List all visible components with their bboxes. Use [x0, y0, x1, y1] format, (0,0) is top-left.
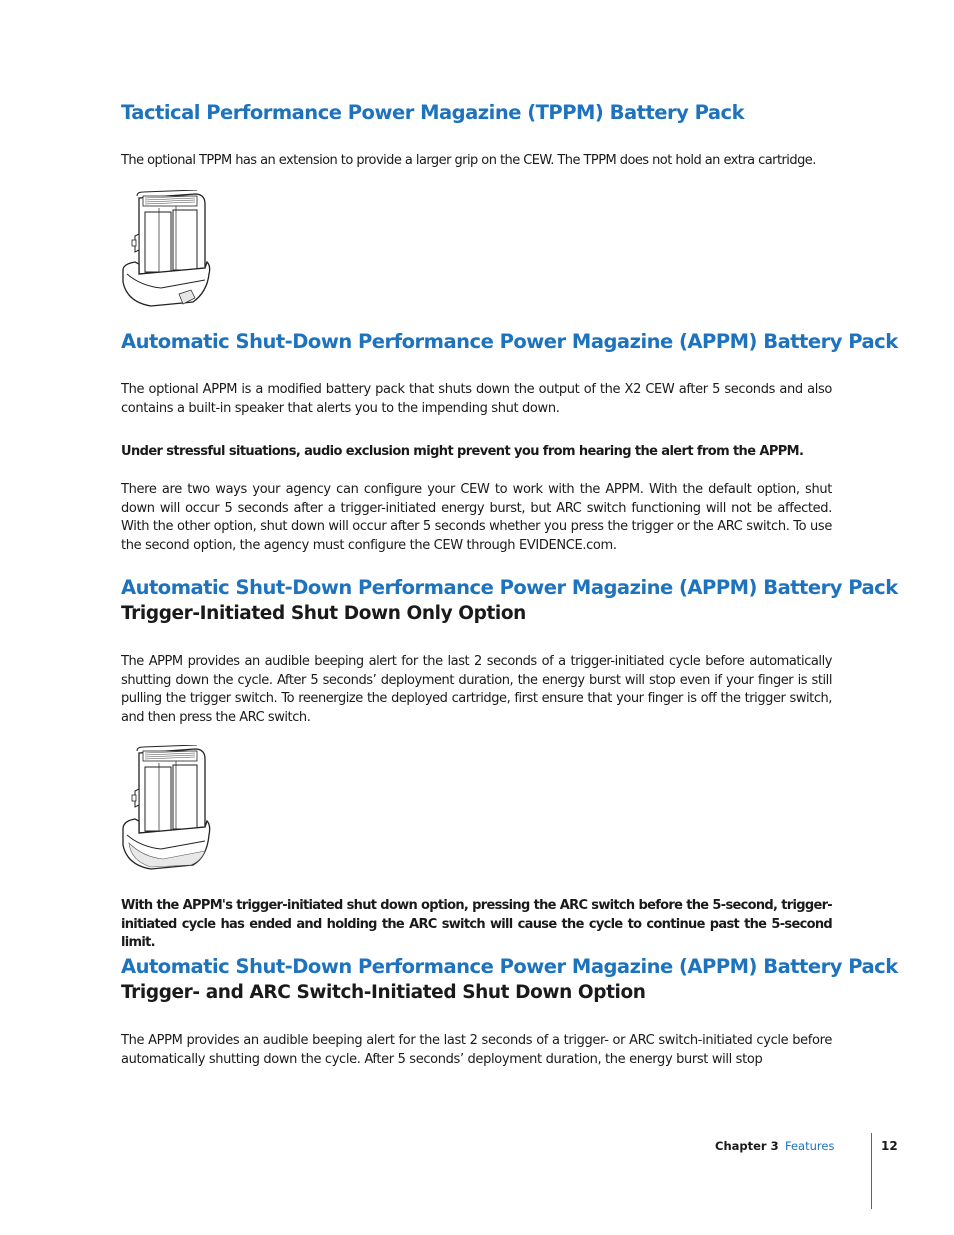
appm-warning: Under stressful situations, audio exclusion might prevent you from hearing the alert from the APPM.: [121, 444, 804, 459]
appm-battery-illustration: [121, 745, 211, 870]
appm-body-2: There are two ways your agency can configure your CEW to work with the APPM. With the default option, shut down will occur 5 seconds after a trigger-initiated energy burst, but ARC switch functioning will not be affected. With the other option, shut down will occur after 5 seconds whether you press the trigger or the ARC switch. To use the second option, the agency must configure the CEW through EVIDENCE.com.: [121, 482, 832, 554]
trigger-arc-body: The APPM provides an audible beeping alert for the last 2 seconds of a trigger- or ARC switch-initiated cycle before automatically shutting down the cycle. After 5 seconds’ deployment duration, the energy burst will stop: [121, 1033, 832, 1067]
trigger-arc-heading: Automatic Shut-Down Performance Power Magazine (APPM) Battery Pack: [121, 955, 898, 978]
tppm-battery-illustration: [121, 190, 211, 308]
trigger-only-heading: Automatic Shut-Down Performance Power Magazine (APPM) Battery Pack: [121, 576, 898, 599]
tppm-body: The optional TPPM has an extension to provide a larger grip on the CEW. The TPPM does not hold an extra cartridge.: [121, 153, 816, 168]
trigger-arc-subheading: Trigger- and ARC Switch-Initiated Shut Down Option: [121, 982, 646, 1003]
footer-chapter: Chapter 3: [715, 1139, 779, 1153]
page-number: 12: [881, 1139, 898, 1153]
footer-divider: [871, 1133, 872, 1209]
appm-body-1: The optional APPM is a modified battery pack that shuts down the output of the X2 CEW after 5 seconds and also contains a built-in speaker that alerts you to the impending shut down.: [121, 382, 832, 416]
tppm-heading: Tactical Performance Power Magazine (TPPM) Battery Pack: [121, 101, 745, 124]
appm-heading: Automatic Shut-Down Performance Power Magazine (APPM) Battery Pack: [121, 330, 898, 353]
trigger-only-note: With the APPM's trigger-initiated shut down option, pressing the ARC switch before the 5-second, trigger-initiated cycle has ended and holding the ARC switch will cause the cycle to continue past the 5-second limit.: [121, 898, 832, 951]
footer-section-link[interactable]: Features: [785, 1139, 835, 1153]
trigger-only-subheading: Trigger-Initiated Shut Down Only Option: [121, 603, 526, 624]
trigger-only-body: The APPM provides an audible beeping alert for the last 2 seconds of a trigger-initiated cycle before automatically shutting down the cycle. After 5 seconds’ deployment duration, the energy burst will stop even if your finger is still pulling the trigger switch. To reenergize the deployed cartridge, first ensure that your finger is off the trigger switch, and then press the ARC switch.: [121, 654, 832, 726]
